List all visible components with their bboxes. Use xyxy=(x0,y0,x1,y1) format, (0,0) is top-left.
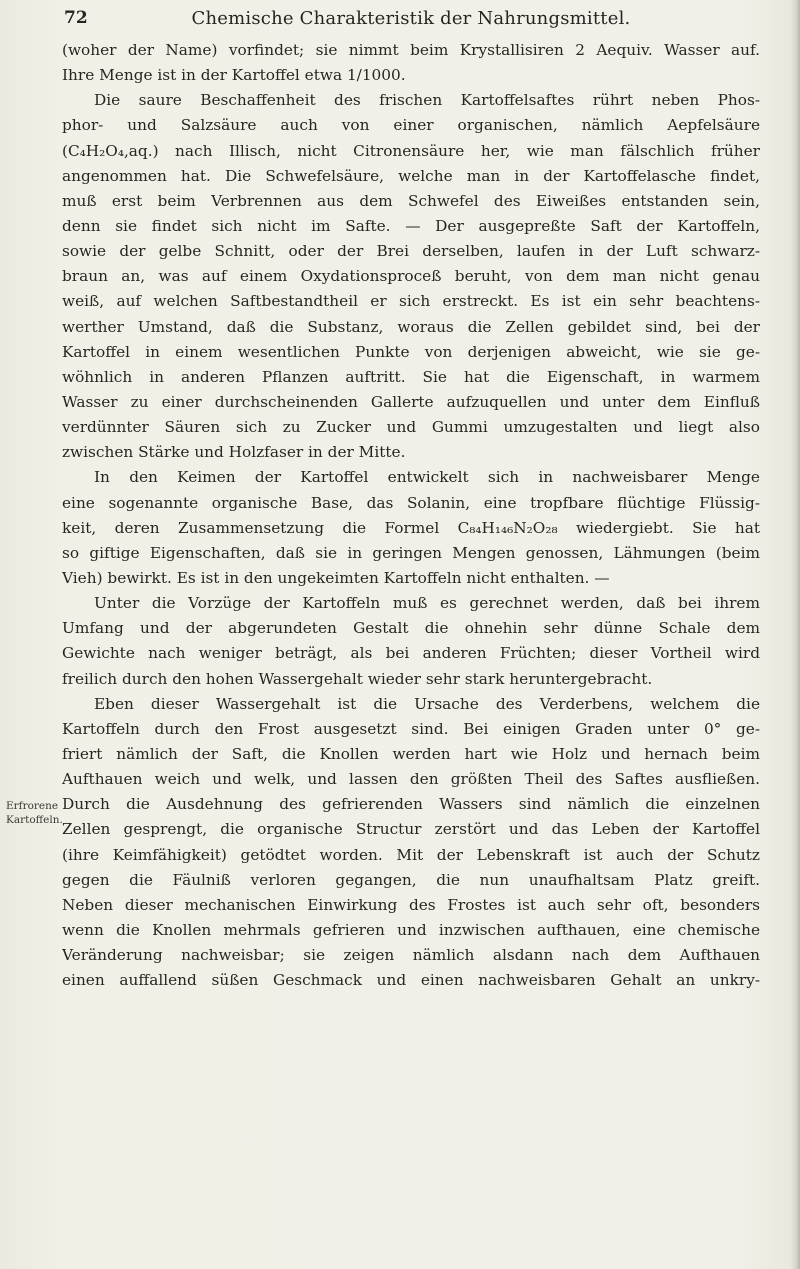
page-header xyxy=(62,6,760,32)
text-line: weiß, auf welchen Saftbestandtheil er sich erstreckt. Es ist ein sehr beachtens- xyxy=(62,292,760,311)
margin-note-line: Erfrorene xyxy=(6,800,59,812)
text-line: Ihre Menge ist in der Kartoffel etwa 1/1000. xyxy=(62,66,406,85)
text-line: Die saure Beschaffenheit des frischen Kartoffelsaftes rührt neben Phos- xyxy=(94,91,760,110)
text-line: verdünnter Säuren sich zu Zucker und Gummi umzugestalten und liegt also xyxy=(62,418,760,437)
text-line: Vieh) bewirkt. Es ist in den ungekeimten Kartoffeln nicht enthalten. — xyxy=(62,568,610,587)
margin-note-line: Kartoffeln. xyxy=(6,814,63,826)
text-line: werther Umstand, daß die Substanz, woraus die Zellen gebildet sind, bei der xyxy=(62,317,760,336)
margin-note xyxy=(6,799,63,827)
text-line: braun an, was auf einem Oxydationsproceß beruht, von dem man nicht genau xyxy=(62,267,760,286)
text-line: einen auffallend süßen Geschmack und einen nachweisbaren Gehalt an unkry- xyxy=(62,971,760,990)
page-number: 72 xyxy=(64,8,88,28)
text-line: Wasser zu einer durchscheinenden Gallerte aufzuquellen und unter dem Einfluß xyxy=(62,392,760,411)
text-line: Neben dieser mechanischen Einwirkung des Frostes ist auch sehr oft, besonders xyxy=(62,895,760,914)
text-line: sowie der gelbe Schnitt, oder der Brei derselben, laufen in der Luft schwarz- xyxy=(62,242,760,261)
text-line: Aufthauen weich und welk, und lassen den größten Theil des Saftes ausfließen. xyxy=(62,770,760,789)
page-edge-shadow xyxy=(790,0,800,1269)
running-title: Chemische Charakteristik der Nahrungsmittel. xyxy=(191,8,631,29)
text-line: muß erst beim Verbrennen aus dem Schwefel des Eiweißes entstanden sein, xyxy=(62,191,760,210)
text-line: Gewichte nach weniger beträgt, als bei anderen Früchten; dieser Vortheil wird xyxy=(62,644,760,663)
text-line: wöhnlich in anderen Pflanzen auftritt. Sie hat die Eigenschaft, in warmem xyxy=(62,367,760,386)
text-line: angenommen hat. Die Schwefelsäure, welche man in der Kartoffelasche findet, xyxy=(62,166,760,185)
text-line: Umfang und der abgerundeten Gestalt die ohnehin sehr dünne Schale dem xyxy=(62,619,760,638)
text-line: keit, deren Zusammensetzung die Formel C₈₄H₁₄₆N₂O₂₈ wiedergiebt. Sie hat xyxy=(62,518,760,537)
text-line: so giftige Eigenschaften, daß sie in geringen Mengen genossen, Lähmungen (beim xyxy=(62,543,760,562)
body-text xyxy=(62,38,760,993)
text-line: eine sogenannte organische Base, das Solanin, eine tropfbare flüchtige Flüssig- xyxy=(62,493,760,512)
text-line: gegen die Fäulniß verloren gegangen, die nun unaufhaltsam Platz greift. xyxy=(62,870,760,889)
text-line: Durch die Ausdehnung des gefrierenden Wassers sind nämlich die einzelnen xyxy=(62,795,760,814)
text-line: (ihre Keimfähigkeit) getödtet worden. Mit der Lebenskraft ist auch der Schutz xyxy=(62,845,760,864)
text-line: In den Keimen der Kartoffel entwickelt sich in nachweisbarer Menge xyxy=(94,468,760,487)
text-line: friert nämlich der Saft, die Knollen werden hart wie Holz und hernach beim xyxy=(62,744,760,763)
text-line: Unter die Vorzüge der Kartoffeln muß es gerechnet werden, daß bei ihrem xyxy=(94,594,760,613)
text-line: Kartoffeln durch den Frost ausgesetzt sind. Bei einigen Graden unter 0° ge- xyxy=(62,719,760,738)
text-line: wenn die Knollen mehrmals gefrieren und inzwischen aufthauen, eine chemische xyxy=(62,920,760,939)
text-line: Eben dieser Wassergehalt ist die Ursache des Verderbens, welchem die xyxy=(94,694,760,713)
text-line: denn sie findet sich nicht im Safte. — Der ausgepreßte Saft der Kartoffeln, xyxy=(62,216,760,235)
text-line: Kartoffel in einem wesentlichen Punkte von derjenigen abweicht, wie sie ge- xyxy=(62,342,760,361)
text-line: Zellen gesprengt, die organische Structur zerstört und das Leben der Kartoffel xyxy=(62,820,760,839)
text-line: freilich durch den hohen Wassergehalt wieder sehr stark heruntergebracht. xyxy=(62,669,653,688)
text-line: (C₄H₂O₄,aq.) nach Illisch, nicht Citronensäure her, wie man fälschlich früher xyxy=(62,141,760,160)
text-line: zwischen Stärke und Holzfaser in der Mitte. xyxy=(62,443,406,462)
text-line: (woher der Name) vorfindet; sie nimmt beim Krystallisiren 2 Aequiv. Wasser auf. xyxy=(62,41,760,59)
text-line: phor- und Salzsäure auch von einer organischen, nämlich Aepfelsäure xyxy=(62,116,760,135)
text-line: Veränderung nachweisbar; sie zeigen nämlich alsdann nach dem Aufthauen xyxy=(62,946,760,965)
